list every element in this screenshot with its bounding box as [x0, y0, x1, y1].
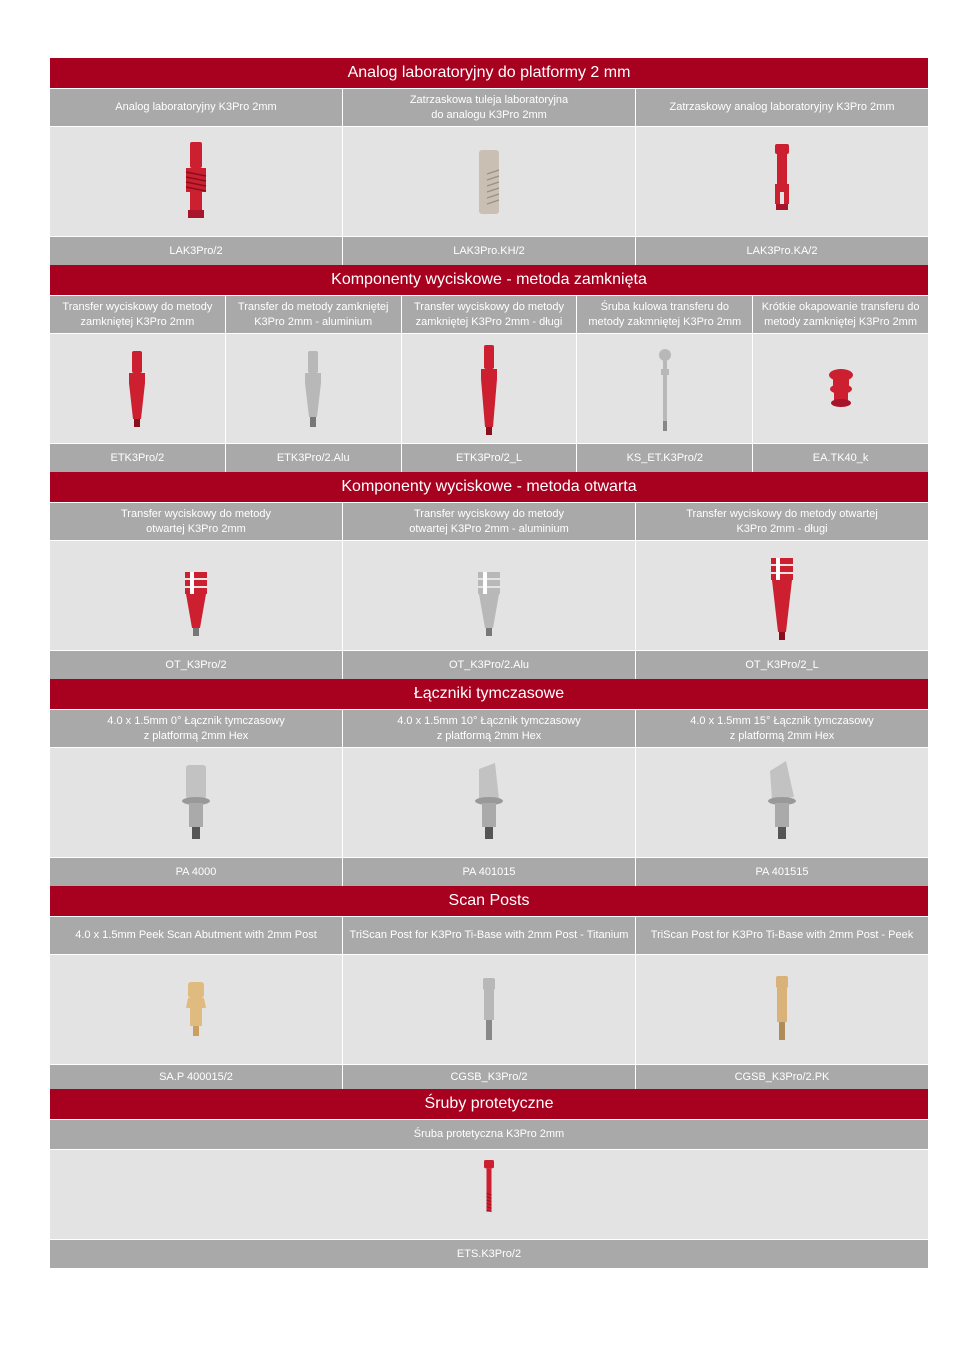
product-code: LAK3Pro.KH/2: [343, 237, 636, 265]
catalog-section: [50, 679, 928, 886]
product-image: [226, 334, 402, 444]
product-name: Transfer wyciskowy do metody otwartej K3Pro 2mm: [50, 503, 343, 541]
catalog-section: [50, 886, 928, 1089]
product-name: Transfer wyciskowy do metody zamkniętej K3Pro 2mm - długi: [402, 296, 578, 334]
triscan-titanium-icon: [459, 962, 519, 1058]
product-name: TriScan Post for K3Pro Ti-Base with 2mm Post - Titanium: [343, 917, 636, 955]
product-image: [577, 334, 753, 444]
product-image: [343, 748, 636, 858]
product-image: [636, 955, 928, 1065]
lab-sleeve-icon: [459, 134, 519, 230]
snap-analog-icon: [752, 134, 812, 230]
open-transfer-alu-icon: [459, 548, 519, 644]
product-code: PA 4000: [50, 858, 343, 886]
product-code: KS_ET.K3Pro/2: [577, 444, 753, 472]
catalog-section: [50, 472, 928, 679]
product-name: TriScan Post for K3Pro Ti-Base with 2mm Post - Peek: [636, 917, 928, 955]
triscan-peek-icon: [752, 962, 812, 1058]
product-code: LAK3Pro/2: [50, 237, 343, 265]
section-title: Komponenty wyciskowe - metoda zamknięta: [50, 265, 928, 296]
product-image: [50, 955, 343, 1065]
section-title: Łączniki tymczasowe: [50, 679, 928, 710]
product-code: LAK3Pro.KA/2: [636, 237, 928, 265]
ball-screw-icon: [635, 341, 695, 437]
product-name: Analog laboratoryjny K3Pro 2mm: [50, 89, 343, 127]
product-name: Zatrzaskowy analog laboratoryjny K3Pro 2mm: [636, 89, 928, 127]
product-image: [50, 127, 343, 237]
product-code: ETK3Pro/2_L: [402, 444, 578, 472]
product-name: Transfer wyciskowy do metody otwartej K3Pro 2mm - aluminium: [343, 503, 636, 541]
product-code: OT_K3Pro/2_L: [636, 651, 928, 679]
open-transfer-icon: [166, 548, 226, 644]
product-code: PA 401015: [343, 858, 636, 886]
abutment-0-icon: [166, 755, 226, 851]
section-title: Komponenty wyciskowe - metoda otwarta: [50, 472, 928, 503]
product-image: [753, 334, 928, 444]
product-image: [343, 955, 636, 1065]
catalog-section: [50, 58, 928, 265]
product-name: Krótkie okapowanie transferu do metody zamkniętej K3Pro 2mm: [753, 296, 928, 334]
product-image: [50, 541, 343, 651]
product-image: [636, 127, 928, 237]
open-transfer-long-icon: [752, 548, 812, 644]
product-name: Transfer wyciskowy do metody zamkniętej K3Pro 2mm: [50, 296, 226, 334]
short-cap-icon: [811, 341, 871, 437]
catalog-section: [50, 1089, 928, 1268]
product-code: CGSB_K3Pro/2: [343, 1065, 636, 1089]
red-lab-analog-icon: [166, 134, 226, 230]
product-name: Transfer wyciskowy do metody otwartej K3Pro 2mm - długi: [636, 503, 928, 541]
product-code: ETK3Pro/2: [50, 444, 226, 472]
closed-transfer-alu-icon: [283, 341, 343, 437]
product-code: ETK3Pro/2.Alu: [226, 444, 402, 472]
product-code: EA.TK40_k: [753, 444, 928, 472]
abutment-10-icon: [459, 755, 519, 851]
product-image: [50, 748, 343, 858]
section-title: Scan Posts: [50, 886, 928, 917]
product-code: CGSB_K3Pro/2.PK: [636, 1065, 928, 1089]
product-image: [402, 334, 578, 444]
prosthetic-screw-icon: [459, 1155, 519, 1235]
abutment-15-icon: [752, 755, 812, 851]
product-name: Transfer do metody zamkniętej K3Pro 2mm - aluminium: [226, 296, 402, 334]
product-name: 4.0 x 1.5mm 15° Łącznik tymczasowy z platformą 2mm Hex: [636, 710, 928, 748]
product-name: 4.0 x 1.5mm 0° Łącznik tymczasowy z platformą 2mm Hex: [50, 710, 343, 748]
product-name: 4.0 x 1.5mm Peek Scan Abutment with 2mm Post: [50, 917, 343, 955]
product-code: ETS.K3Pro/2: [50, 1240, 928, 1268]
closed-transfer-icon: [107, 341, 167, 437]
product-image: [50, 1150, 928, 1240]
product-name: Śruba kulowa transferu do metody zakmniętej K3Pro 2mm: [577, 296, 753, 334]
product-name: 4.0 x 1.5mm 10° Łącznik tymczasowy z platformą 2mm Hex: [343, 710, 636, 748]
product-catalog: [50, 58, 928, 1268]
product-name: Zatrzaskowa tuleja laboratoryjna do analogu K3Pro 2mm: [343, 89, 636, 127]
catalog-section: [50, 265, 928, 472]
section-title: Śruby protetyczne: [50, 1089, 928, 1120]
closed-transfer-long-icon: [459, 341, 519, 437]
product-code: OT_K3Pro/2.Alu: [343, 651, 636, 679]
product-image: [636, 541, 928, 651]
product-name: Śruba protetyczna K3Pro 2mm: [50, 1120, 928, 1150]
product-code: OT_K3Pro/2: [50, 651, 343, 679]
product-code: PA 401515: [636, 858, 928, 886]
product-image: [636, 748, 928, 858]
peek-scan-abutment-icon: [166, 962, 226, 1058]
product-code: SA.P 400015/2: [50, 1065, 343, 1089]
product-image: [343, 127, 636, 237]
product-image: [50, 334, 226, 444]
section-title: Analog laboratoryjny do platformy 2 mm: [50, 58, 928, 89]
product-image: [343, 541, 636, 651]
